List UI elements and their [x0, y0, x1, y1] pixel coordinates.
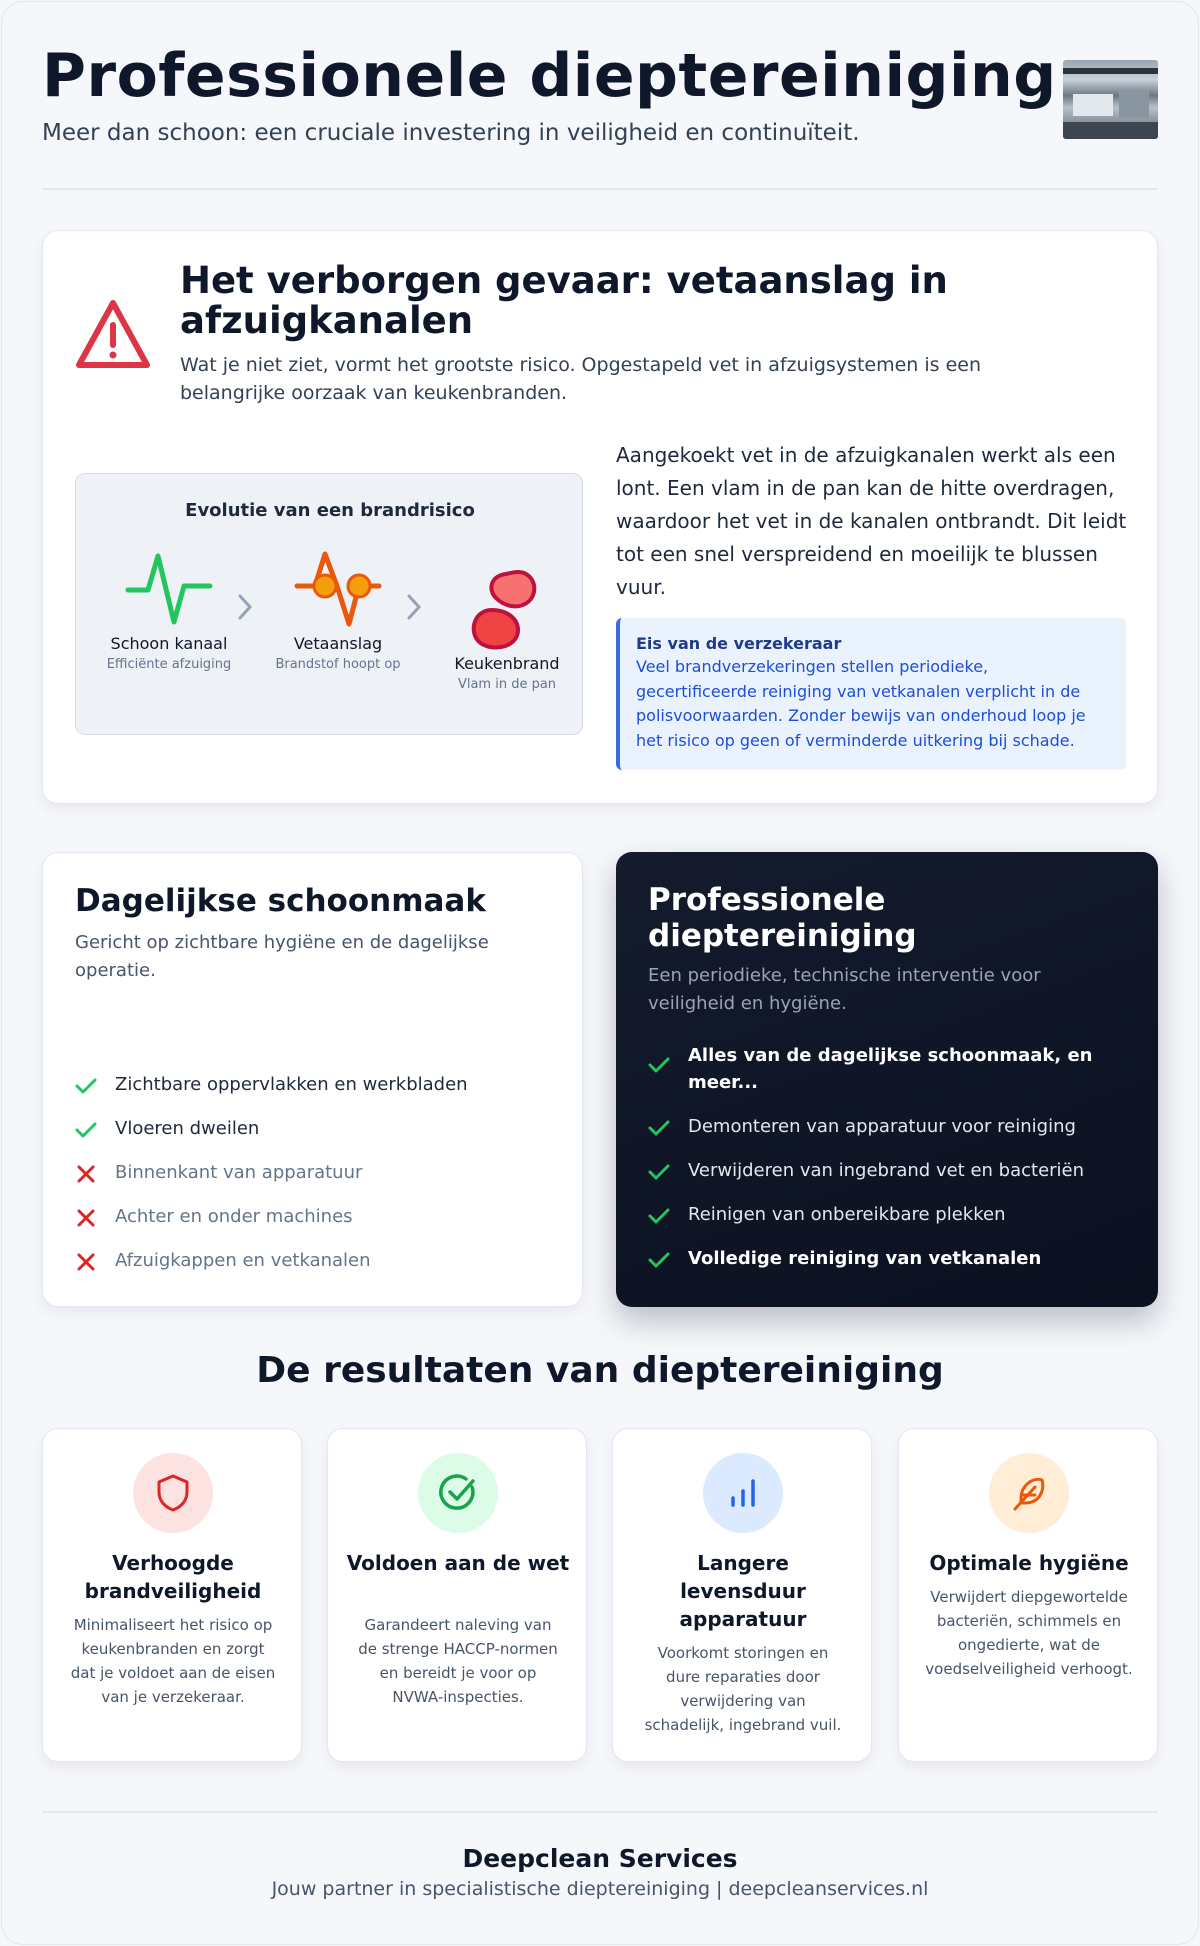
- stage-note: Vlam in de pan: [457, 677, 557, 692]
- check-icon: [648, 1056, 670, 1074]
- check-icon: [75, 1121, 97, 1139]
- result-card-equipment-life: [612, 1428, 872, 1762]
- check-icon: [648, 1163, 670, 1181]
- result-text: Voorkomt storingen en dure reparaties door verwijdering van schadelijk, ingebrand vuil.: [644, 1644, 842, 1734]
- list-item-text: Demonteren van apparatuur voor reiniging: [688, 1116, 1076, 1137]
- warning-triangle-icon: [73, 297, 153, 373]
- list-item: [75, 1071, 565, 1098]
- check-icon: [648, 1251, 670, 1269]
- list-item-text: Vloeren dweilen: [115, 1118, 260, 1139]
- cross-icon: [75, 1165, 97, 1183]
- list-item: [648, 1157, 1138, 1184]
- list-item: [648, 1042, 1138, 1096]
- deep-subtitle: Een periodieke, technische interventie voor veiligheid en hygiëne.: [648, 965, 1041, 1014]
- check-icon: [75, 1077, 97, 1095]
- result-card-compliance: [327, 1428, 587, 1762]
- list-item-text: Zichtbare oppervlakken en werkbladen: [115, 1074, 468, 1095]
- stage-note: Brandstof hoopt op: [275, 657, 401, 672]
- check-icon: [648, 1207, 670, 1225]
- cross-icon: [75, 1253, 97, 1271]
- check-icon: [648, 1119, 670, 1137]
- result-icon-circle: [703, 1453, 783, 1533]
- result-card-hygiene: [898, 1428, 1158, 1762]
- deep-cleaning-card: [616, 852, 1158, 1307]
- daily-checklist: [75, 1071, 565, 1291]
- list-item-text: Alles van de dagelijkse schoonmaak, en meer...: [688, 1045, 1093, 1093]
- list-item: [75, 1247, 565, 1274]
- chevron-right-icon: [234, 592, 256, 622]
- result-card-fire-safety: [42, 1428, 302, 1762]
- result-text: Garandeert naleving van de strenge HACCP-normen en bereidt je voor op NVWA-inspecties.: [358, 1616, 558, 1706]
- evolution-title: Evolutie van een brandrisico: [185, 500, 475, 521]
- check-circle-icon: [438, 1473, 478, 1513]
- stage-kitchen-fire: [432, 566, 582, 695]
- danger-body-text: Aangekoekt vet in de afzuigkanalen werkt als een lont. Een vlam in de pan kan de hitte overdragen, waardoor het vet in de kanalen ontbrandt. Dit leidt tot een snel verspreidend en moeilijk te blussen vuur.: [616, 443, 1127, 599]
- results-title: De resultaten van dieptereiniging: [256, 1350, 944, 1391]
- list-item: [648, 1201, 1138, 1228]
- result-title: Voldoen aan de wet: [346, 1551, 570, 1575]
- list-item-text: Achter en onder machines: [115, 1206, 353, 1227]
- list-item: [648, 1245, 1138, 1272]
- result-icon-circle: [133, 1453, 213, 1533]
- chevron-right-icon: [403, 592, 425, 622]
- callout-title: Eis van de verzekeraar: [636, 634, 842, 653]
- feather-icon: [1009, 1473, 1049, 1513]
- daily-subtitle: Gericht op zichtbare hygiëne en de dagelijkse operatie.: [75, 932, 489, 981]
- deep-checklist: [648, 1042, 1138, 1289]
- stage-label: Keukenbrand: [454, 654, 560, 673]
- fire-blob-icon: [462, 566, 552, 650]
- list-item: [75, 1115, 565, 1142]
- danger-card: [42, 230, 1158, 804]
- list-item-text: Volledige reiniging van vetkanalen: [688, 1248, 1042, 1269]
- stage-label: Schoon kanaal: [110, 634, 228, 653]
- deep-title: Professionele dieptereiniging: [648, 882, 917, 954]
- page-title: Professionele dieptereiniging: [42, 41, 1057, 111]
- bar-chart-icon: [723, 1473, 763, 1513]
- result-title: Optimale hygiëne: [929, 1551, 1129, 1575]
- pulse-icon: [124, 546, 214, 630]
- list-item-text: Verwijderen van ingebrand vet en bacteriën: [688, 1160, 1085, 1181]
- callout-text: Veel brandverzekeringen stellen periodieke, gecertificeerde reiniging van vetkanalen verplicht in de polisvoorwaarden. Zonder bewijs van onderhoud loop je het risico op geen of verminderde uitkering bij schade.: [636, 657, 1086, 750]
- danger-title: Het verborgen gevaar: vetaanslag in afzuigkanalen: [180, 259, 948, 342]
- list-item-text: Afzuigkappen en vetkanalen: [115, 1250, 371, 1271]
- list-item-text: Reinigen van onbereikbare plekken: [688, 1204, 1006, 1225]
- footer-tagline: Jouw partner in specialistische dieptereiniging | deepcleanservices.nl: [271, 1878, 929, 1900]
- list-item-text: Binnenkant van apparatuur: [115, 1162, 363, 1183]
- stage-clean-duct: [94, 546, 244, 675]
- cross-icon: [75, 1209, 97, 1227]
- result-title: Verhoogde brandveiligheid: [84, 1551, 262, 1603]
- footer-company: Deepclean Services: [462, 1844, 738, 1873]
- shield-icon: [153, 1473, 193, 1513]
- insurer-callout: [616, 618, 1126, 770]
- result-text: Verwijdert diepgewortelde bacteriën, schimmels en ongedierte, wat de voedselveiligheid verhoogt.: [925, 1588, 1133, 1678]
- evolution-panel: [75, 473, 583, 735]
- result-icon-circle: [989, 1453, 1069, 1533]
- list-item: [75, 1159, 565, 1186]
- stage-grease: [263, 546, 413, 675]
- kitchen-photo: [1063, 60, 1158, 139]
- stage-note: Efficiënte afzuiging: [106, 657, 232, 672]
- result-icon-circle: [418, 1453, 498, 1533]
- footer-divider: [42, 1811, 1158, 1813]
- header-divider: [42, 188, 1158, 190]
- grease-icon: [293, 546, 383, 630]
- page-header: [42, 40, 1158, 152]
- list-item: [648, 1113, 1138, 1140]
- result-title: Langere levensduur apparatuur: [679, 1551, 807, 1631]
- stage-label: Vetaanslag: [293, 634, 383, 653]
- list-item: [75, 1203, 565, 1230]
- danger-subtitle: Wat je niet ziet, vormt het grootste risico. Opgestapeld vet in afzuigsystemen is een belangrijke oorzaak van keukenbranden.: [180, 354, 982, 404]
- daily-cleaning-card: [42, 852, 583, 1307]
- daily-title: Dagelijkse schoonmaak: [75, 883, 486, 919]
- page-subtitle: Meer dan schoon: een cruciale investering in veiligheid en continuïteit.: [42, 120, 860, 146]
- result-text: Minimaliseert het risico op keukenbranden en zorgt dat je voldoet aan de eisen van je verzekeraar.: [70, 1616, 276, 1706]
